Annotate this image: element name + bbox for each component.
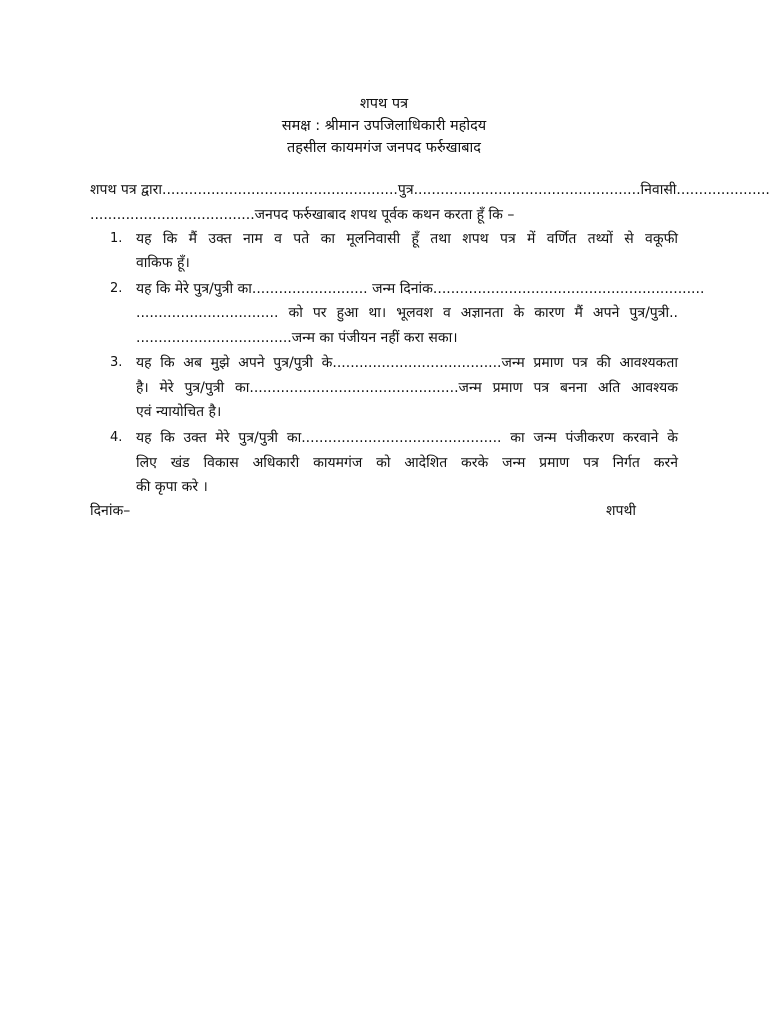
addressee-line: समक्ष : श्रीमान उपजिलाधिकारी महोदय <box>281 118 487 134</box>
item-3-number: 3. <box>110 355 123 370</box>
item-1-line-2: वाकिफ हूँ। <box>136 255 190 271</box>
item-4-line-2: लिए खंड विकास अधिकारी कायमगंज को आदेशित करके जन्म प्रमाण पत्र निर्गत करने <box>136 455 678 471</box>
item-4-line-3: की कृपा करे । <box>136 479 208 495</box>
date-label: दिनांक– <box>90 503 131 519</box>
item-3-line-2: है। मेरे पुत्र/पुत्री का...............................................जन्म प्रमाण पत्र बनना अति आवश्यक <box>136 380 678 396</box>
intro-line-1: शपथ पत्र द्वारा.....................................................पुत्र...................................................निवासी..................... <box>90 182 770 198</box>
intro-line-2: .....................................जनपद फर्रुखाबाद शपथ पूर्वक कथन करता हूँ कि – <box>90 207 515 223</box>
item-2-line-3: ...................................जन्म का पंजीयन नहीं करा सका। <box>136 330 458 346</box>
item-4-line-1: यह कि उक्त मेरे पुत्र/पुत्री का............................................. का जन्म पंजीकरण करवाने के <box>136 430 678 446</box>
item-2-line-2: ................................ को पर हुआ था। भूलवश व अज्ञानता के कारण मैं अपने पुत्र/पुत्री.. <box>136 305 678 321</box>
document-title: शपथ पत्र <box>359 96 409 112</box>
item-2-number: 2. <box>110 281 123 296</box>
item-3-line-1: यह कि अब मुझे अपने पुत्र/पुत्री के......................................जन्म प्रमाण पत्र की आवश्यकता <box>136 355 678 371</box>
item-4-number: 4. <box>110 430 123 445</box>
location-line: तहसील कायमगंज जनपद फर्रुखाबाद <box>286 140 482 156</box>
deponent-label: शपथी <box>606 503 637 519</box>
item-1-line-1: यह कि मैं उक्त नाम व पते का मूलनिवासी हूँ तथा शपथ पत्र में वर्णित तथ्यों से वकूफी <box>136 231 678 247</box>
item-2-line-1: यह कि मेरे पुत्र/पुत्री का.......................... जन्म दिनांक............................................................. <box>136 281 705 297</box>
item-3-line-3: एवं न्यायोचित है। <box>136 404 222 420</box>
item-1-number: 1. <box>110 231 123 246</box>
